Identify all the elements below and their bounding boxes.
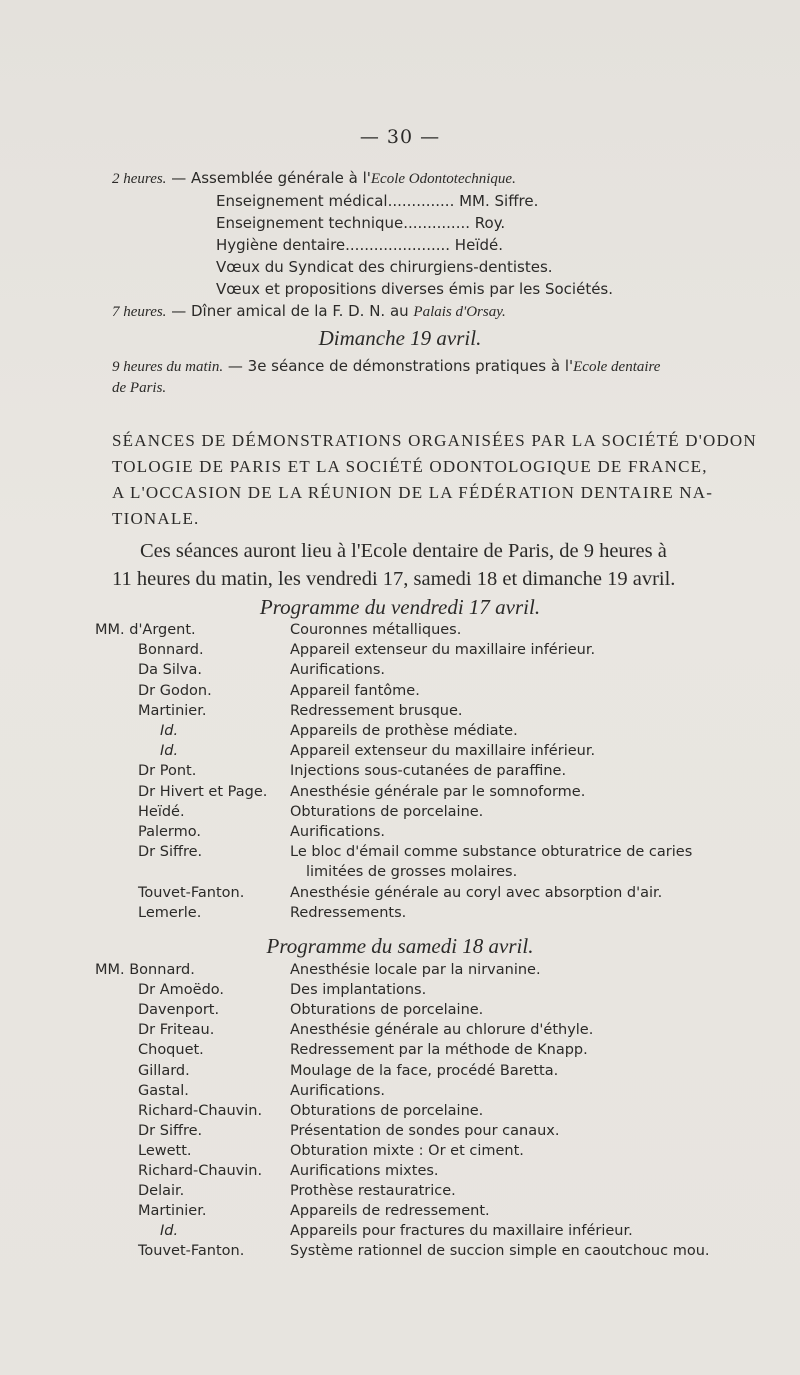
presenter-name: Bonnard. [138, 642, 204, 659]
presenter-name: Lewett. [138, 1142, 192, 1159]
presenter-name: Touvet-Fanton. [138, 1243, 245, 1260]
presenter-name: Id. [160, 723, 179, 739]
presenter-name: Dr Friteau. [138, 1022, 215, 1039]
presenter-name: Dr Godon. [138, 682, 212, 699]
section-title-line: TOLOGIE DE PARIS ET LA SOCIÉTÉ ODONTOLOGIQUE DE FRANCE, [112, 457, 708, 476]
page-number: — 30 — [359, 126, 441, 148]
section-title-line: SÉANCES DE DÉMONSTRATIONS ORGANISÉES PAR LA SOCIÉTÉ D'ODON [112, 431, 757, 450]
demonstration-title: Le bloc d'émail comme substance obturatrice de caries [290, 844, 693, 861]
sunday-line: de Paris. [112, 380, 167, 396]
demonstration-title: Redressements. [290, 904, 407, 921]
demonstration-title: Injections sous-cutanées de paraffine. [290, 763, 567, 780]
demonstration-title: Obturations de porcelaine. [290, 1102, 484, 1119]
friday-heading: Programme du vendredi 17 avril. [259, 595, 541, 619]
section-title-line: TIONALE. [112, 509, 200, 528]
schedule-line: Enseignement médical.............. MM. Siffre. [216, 192, 539, 210]
place-name: Ecole Odontotechnique. [370, 171, 516, 187]
presenter-name: Dr Siffre. [138, 1122, 203, 1139]
time-label: 9 heures du matin. [112, 359, 224, 375]
demonstration-title: Aurifications mixtes. [290, 1163, 439, 1179]
presenter-name: Dr Hivert et Page. [138, 783, 268, 800]
presenter-name: Dr Pont. [138, 763, 197, 780]
demonstration-title: Aurifications. [290, 824, 386, 840]
demonstration-title: Moulage de la face, procédé Baretta. [290, 1062, 559, 1079]
demonstration-title: Système rationnel de succion simple en caoutchouc mou. [290, 1243, 710, 1260]
presenter-name: Lemerle. [138, 904, 202, 921]
presenter-name: MM. d'Argent. [95, 622, 196, 638]
time-label: 7 heures. [112, 304, 167, 320]
demonstration-title: Anesthésie générale au chlorure d'éthyle. [290, 1022, 594, 1039]
demonstration-title: Couronnes métalliques. [290, 622, 462, 638]
presenter-name: Da Silva. [138, 662, 202, 679]
presenter-name: Heïdé. [138, 803, 185, 820]
schedule-line: Enseignement technique.............. Roy. [216, 214, 506, 232]
demonstration-title: Appareil fantôme. [290, 682, 420, 699]
schedule-text: — Dîner amical de la F. D. N. au [166, 302, 414, 320]
place-name: Palais d'Orsay. [413, 304, 506, 320]
intro-line: 11 heures du matin, les vendredi 17, samedi 18 et dimanche 19 avril. [112, 568, 676, 590]
presenter-name: Martinier. [138, 1203, 207, 1220]
schedule-line [112, 303, 506, 321]
sunday-text: — 3e séance de démonstrations pratiques à l' [223, 357, 574, 375]
schedule-line: Vœux du Syndicat des chirurgiens-dentistes. [216, 258, 553, 276]
demonstration-title: Appareils de prothèse médiate. [290, 723, 518, 739]
demonstration-title: Redressement par la méthode de Knapp. [290, 1042, 588, 1059]
demonstration-title: Appareil extenseur du maxillaire inférieur. [290, 642, 596, 659]
demonstration-title: Anesthésie locale par la nirvanine. [290, 962, 541, 978]
presenter-name: Choquet. [138, 1042, 204, 1059]
intro-line: Ces séances auront lieu à l'Ecole dentaire de Paris, de 9 heures à [140, 540, 667, 562]
demonstration-title: Anesthésie générale par le somnoforme. [290, 783, 586, 800]
demonstration-title: Appareils de redressement. [290, 1203, 490, 1220]
demonstration-title: Anesthésie générale au coryl avec absorption d'air. [290, 884, 663, 901]
schedule-line: Hygiène dentaire...................... Heïdé. [216, 236, 503, 254]
schedule-text: — Assemblée générale à l' [166, 169, 371, 187]
presenter-name: Davenport. [138, 1002, 220, 1019]
presenter-name: Richard-Chauvin. [138, 1102, 263, 1119]
demonstration-title: Présentation de sondes pour canaux. [290, 1122, 560, 1139]
presenter-name: Dr Siffre. [138, 844, 203, 861]
presenter-name: Gillard. [138, 1062, 190, 1079]
demonstration-title: limitées de grosses molaires. [306, 864, 518, 881]
demonstration-title: Obturations de porcelaine. [290, 1002, 484, 1019]
section-title-line: A L'OCCASION DE LA RÉUNION DE LA FÉDÉRATION DENTAIRE NA- [112, 483, 714, 502]
sunday-heading: Dimanche 19 avril. [318, 326, 482, 350]
presenter-name: Touvet-Fanton. [138, 884, 245, 901]
saturday-heading: Programme du samedi 18 avril. [266, 934, 534, 958]
presenter-name: Id. [160, 743, 179, 760]
schedule-line [112, 170, 516, 188]
demonstration-title: Des implantations. [290, 982, 427, 999]
presenter-name: Delair. [138, 1183, 185, 1200]
time-label: 2 heures. [112, 171, 167, 187]
presenter-name: Richard-Chauvin. [138, 1163, 263, 1179]
demonstration-title: Appareil extenseur du maxillaire inférieur. [290, 743, 596, 760]
schedule-line: Vœux et propositions diverses émis par les Sociétés. [216, 280, 614, 298]
sunday-line [112, 358, 660, 376]
demonstration-title: Aurifications. [290, 1082, 386, 1099]
place-name: Ecole dentaire [573, 359, 661, 375]
presenter-name: Gastal. [138, 1082, 189, 1099]
demonstration-title: Appareils pour fractures du maxillaire inférieur. [290, 1223, 633, 1240]
presenter-name: Martinier. [138, 702, 207, 719]
demonstration-title: Aurifications. [290, 662, 386, 679]
presenter-name: Id. [160, 1223, 179, 1240]
demonstration-title: Obturation mixte : Or et ciment. [290, 1142, 524, 1159]
demonstration-title: Obturations de porcelaine. [290, 803, 484, 820]
presenter-name: Dr Amoëdo. [138, 982, 225, 999]
demonstration-title: Redressement brusque. [290, 702, 463, 719]
presenter-name: Palermo. [138, 824, 201, 840]
presenter-name: MM. Bonnard. [95, 962, 195, 978]
demonstration-title: Prothèse restauratrice. [290, 1183, 456, 1200]
